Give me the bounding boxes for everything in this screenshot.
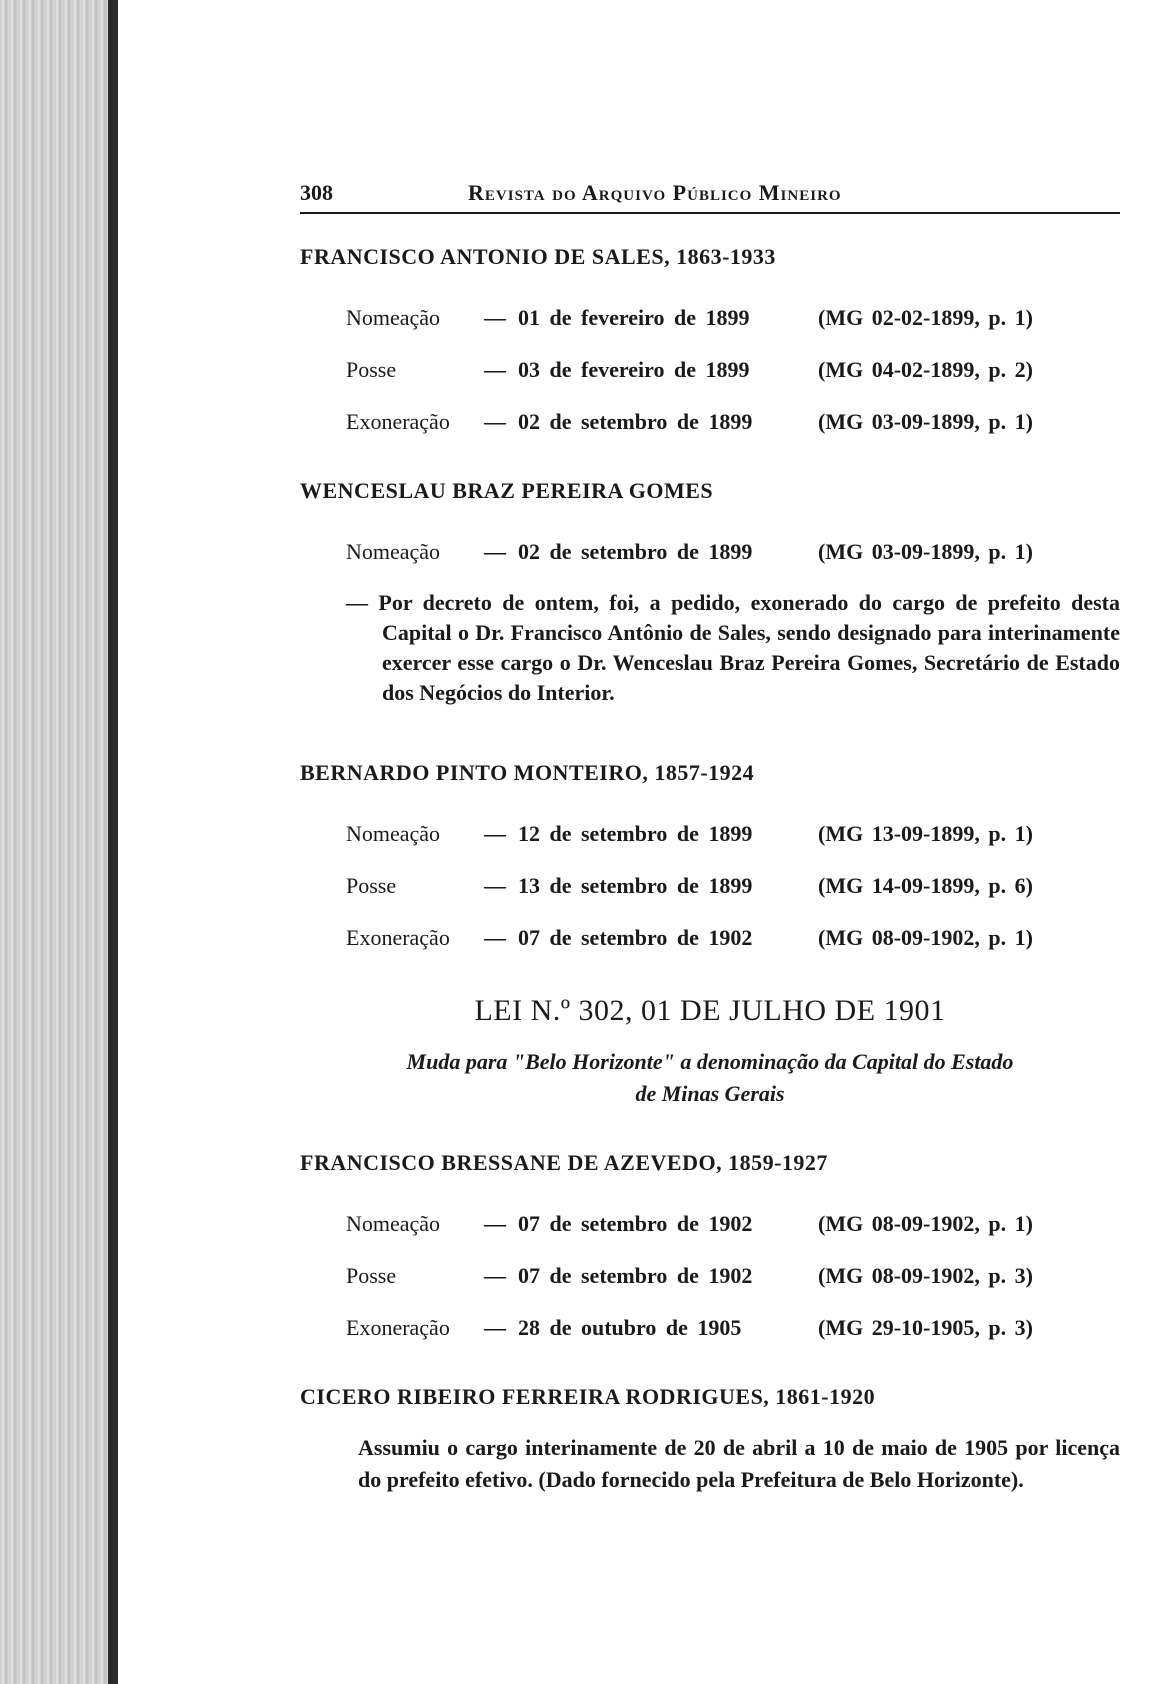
entry-row <box>346 808 1120 860</box>
entry-dash: — <box>484 873 506 898</box>
entry-dash: — <box>484 821 506 846</box>
entry-row <box>346 526 1120 578</box>
entry-source: (MG 04-02-1899, p. 2) <box>818 357 1033 382</box>
entry-date: 03 de fevereiro de 1899 <box>518 357 750 382</box>
entry-dash: — <box>484 305 506 330</box>
law-subtitle-line-2: de Minas Gerais <box>635 1081 785 1106</box>
entry-row <box>346 912 1120 964</box>
law-subtitle <box>300 1046 1120 1110</box>
book-binding-edge <box>108 0 118 1684</box>
entry-row <box>346 396 1120 448</box>
entry-label: Nomeação <box>346 539 441 564</box>
entry-row <box>346 860 1120 912</box>
entry-row <box>346 344 1120 396</box>
entry-source: (MG 08-09-1902, p. 3) <box>818 1263 1033 1288</box>
entry-date: 07 de setembro de 1902 <box>518 1211 753 1236</box>
entry-label: Exoneração <box>346 409 450 434</box>
entry-source: (MG 08-09-1902, p. 1) <box>818 1211 1033 1236</box>
entry-source: (MG 03-09-1899, p. 1) <box>818 409 1033 434</box>
entry-date: 01 de fevereiro de 1899 <box>518 305 750 330</box>
person-name-monteiro: BERNARDO PINTO MONTEIRO, 1857-1924 <box>300 760 755 785</box>
entry-dash: — <box>484 1315 506 1340</box>
entry-date: 28 de outubro de 1905 <box>518 1315 742 1340</box>
entries-bressane <box>346 1198 1120 1354</box>
entry-source: (MG 13-09-1899, p. 1) <box>818 821 1033 846</box>
entry-source: (MG 02-02-1899, p. 1) <box>818 305 1033 330</box>
entry-dash: — <box>484 1211 506 1236</box>
entry-dash: — <box>484 1263 506 1288</box>
page-number: 308 <box>300 180 333 205</box>
entry-source: (MG 03-09-1899, p. 1) <box>818 539 1033 564</box>
entries-sales <box>346 292 1120 448</box>
person-name-wenceslau: WENCESLAU BRAZ PEREIRA GOMES <box>300 478 714 503</box>
entry-label: Nomeação <box>346 1211 441 1236</box>
entry-row <box>346 1250 1120 1302</box>
entry-source: (MG 29-10-1905, p. 3) <box>818 1315 1033 1340</box>
entries-monteiro <box>346 808 1120 964</box>
entry-date: 02 de setembro de 1899 <box>518 539 753 564</box>
entry-date: 13 de setembro de 1899 <box>518 873 753 898</box>
entry-label: Nomeação <box>346 305 441 330</box>
entry-row <box>346 1302 1120 1354</box>
entry-row <box>346 292 1120 344</box>
interim-note: Assumiu o cargo interinamente de 20 de abril a 10 de maio de 1905 por licença do prefeito efetivo. (Dado fornecido pela Prefeitura de Belo Horizonte). <box>358 1435 1120 1492</box>
decree-note: — Por decreto de ontem, foi, a pedido, exonerado do cargo de prefeito desta Capital o Dr. Francisco Antônio de Sales, sendo designado para interinamente exercer esse cargo o Dr. Wenceslau Braz Pereira Gomes, Secretário de Estado dos Negócios do Interior. <box>346 590 1120 705</box>
entry-date: 07 de setembro de 1902 <box>518 925 753 950</box>
entry-label: Posse <box>346 1263 397 1288</box>
entry-dash: — <box>484 409 506 434</box>
entry-label: Posse <box>346 873 397 898</box>
book-binding-shadow <box>0 0 112 1684</box>
entry-label: Exoneração <box>346 1315 450 1340</box>
person-name-sales: FRANCISCO ANTONIO DE SALES, 1863-1933 <box>300 244 776 269</box>
entry-label: Exoneração <box>346 925 450 950</box>
entry-dash: — <box>484 925 506 950</box>
entry-date: 07 de setembro de 1902 <box>518 1263 753 1288</box>
entries-wenceslau <box>346 526 1120 578</box>
person-name-rodrigues: CICERO RIBEIRO FERREIRA RODRIGUES, 1861-1920 <box>300 1384 876 1409</box>
running-title: Revista do Arquivo Público Mineiro <box>468 180 842 205</box>
person-name-bressane: FRANCISCO BRESSANE DE AZEVEDO, 1859-1927 <box>300 1150 828 1175</box>
page-header <box>300 180 1120 214</box>
entry-date: 12 de setembro de 1899 <box>518 821 753 846</box>
entry-source: (MG 08-09-1902, p. 1) <box>818 925 1033 950</box>
law-subtitle-line-1: Muda para "Belo Horizonte" a denominação da Capital do Estado <box>406 1049 1014 1074</box>
entry-dash: — <box>484 357 506 382</box>
entry-dash: — <box>484 539 506 564</box>
document-page <box>300 180 1120 1496</box>
law-title: LEI N.º 302, 01 DE JULHO DE 1901 <box>474 994 946 1027</box>
entry-date: 02 de setembro de 1899 <box>518 409 753 434</box>
entry-label: Posse <box>346 357 397 382</box>
entry-row <box>346 1198 1120 1250</box>
entry-label: Nomeação <box>346 821 441 846</box>
entry-source: (MG 14-09-1899, p. 6) <box>818 873 1033 898</box>
